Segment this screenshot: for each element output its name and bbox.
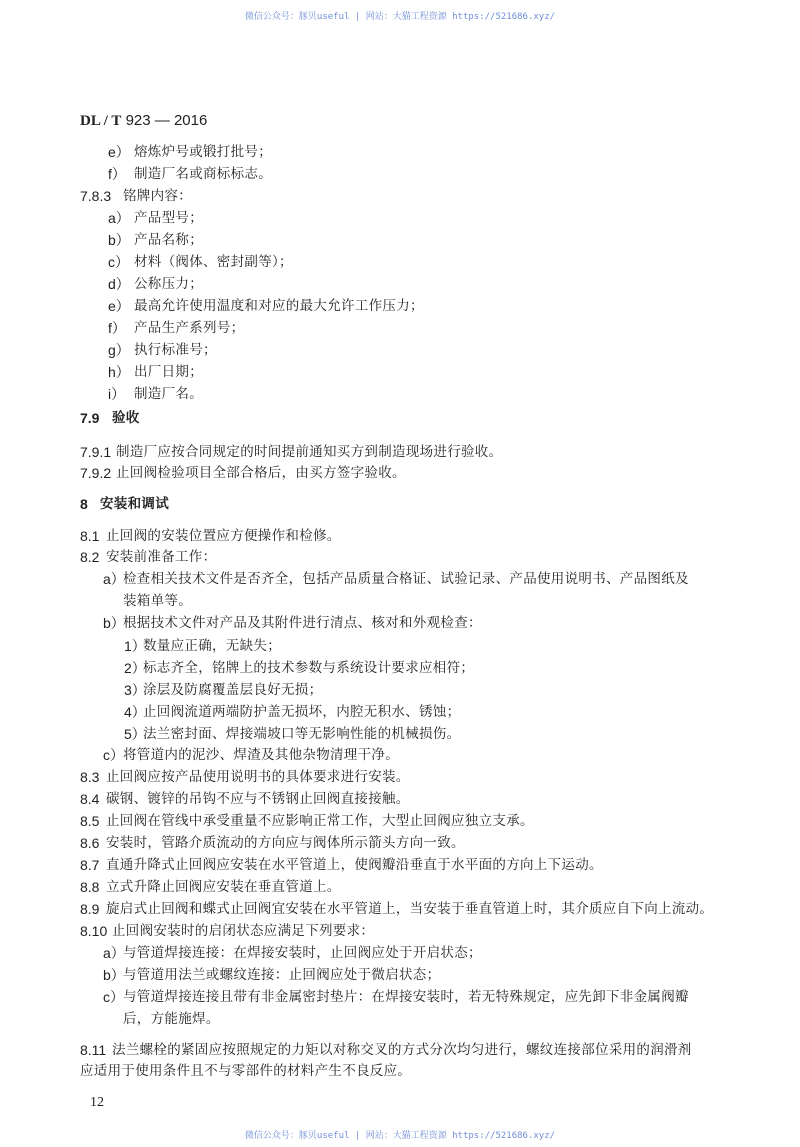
watermark-top: 微信公众号：豚贝useful | 网站：大猫工程资源 https://521686.xyz/ [244,12,556,22]
clause-number: 8.5 [80,813,100,829]
clause-number: a） [108,210,130,226]
clause-text: 熔炼炉号或锻打批号； [134,144,272,160]
clause-number: 2） [124,660,146,676]
clause-text: 与管道焊接连接：在焊接安装时，止回阀应处于开启状态； [123,945,482,961]
clause-number: b） [103,967,125,983]
clause-number: 7.8.3 [80,188,112,204]
document-id [80,112,207,130]
clause-number: a） [103,945,125,961]
clause-number: h） [108,364,130,380]
clause-number: 7.9.2 [80,465,112,481]
clause-text: 涂层及防腐覆盖层良好无损； [143,682,323,698]
clause-text: 检查相关技术文件是否齐全，包括产品质量合格证、试验记录、产品使用说明书、产品图纸及 [123,571,689,587]
clause-number: 8.2 [80,549,100,565]
clause-text: 止回阀在管线中承受重量不应影响正常工作，大型止回阀应独立支承。 [106,813,534,829]
clause-text: 碳钢、镀锌的吊钩不应与不锈钢止回阀直接接触。 [106,791,410,807]
clause-text: 最高允许使用温度和对应的最大允许工作压力； [134,298,424,314]
clause-number: f） [108,320,126,336]
section-heading: 安装和调试 [100,496,169,512]
clause-number: e） [108,298,130,314]
clause-text: 标志齐全，铭牌上的技术参数与系统设计要求应相符； [143,660,475,676]
clause-text: 止回阀检验项目全部合格后，由买方签字验收。 [116,465,406,481]
clause-number: d） [108,276,130,292]
clause-text: 制造厂应按合同规定的时间提前通知买方到制造现场进行验收。 [116,444,503,460]
clause-text: 立式升降止回阀应安装在垂直管道上。 [106,879,341,895]
clause-number: e） [108,144,130,160]
doc-number: 923 — 2016 [121,112,208,129]
clause-text: 数量应正确，无缺失； [143,638,281,654]
clause-text: 产品生产系列号； [134,320,245,336]
clause-number: 1） [124,638,146,654]
clause-number: 3） [124,682,146,698]
clause-text: 应适用于使用条件且不与零部件的材料产生不良反应。 [80,1063,412,1079]
clause-number: 8 [80,496,88,512]
section-heading: 验收 [112,410,140,426]
clause-number: f） [108,166,126,182]
clause-text: 材料（阀体、密封副等）； [134,254,293,270]
clause-text: 产品型号； [134,210,203,226]
clause-number: 8.11 [80,1042,107,1058]
clause-text: 直通升降式止回阀应安装在水平管道上，使阀瓣沿垂直于水平面的方向上下运动。 [106,857,603,873]
clause-text: 法兰螺栓的紧固应按照规定的力矩以对称交叉的方式分次均匀进行，螺纹连接部位采用的润滑剂 [112,1042,692,1058]
clause-text: 将管道内的泥沙、焊渣及其他杂物清理干净。 [123,747,399,763]
page-number: 12 [90,1095,104,1110]
clause-text: 产品名称； [134,232,203,248]
clause-number: c） [103,989,124,1005]
clause-text: 根据技术文件对产品及其附件进行清点、核对和外观检查： [123,615,482,631]
clause-text: 止回阀安装时的启闭状态应满足下列要求： [112,923,375,939]
clause-text: 安装时，管路介质流动的方向应与阀体所示箭头方向一致。 [106,835,465,851]
clause-number: 8.9 [80,901,100,917]
clause-text: 旋启式止回阀和蝶式止回阀宜安装在水平管道上，当安装于垂直管道上时，其介质应自下向上流动。 [106,901,714,917]
clause-number: 8.6 [80,835,100,851]
clause-number: 8.8 [80,879,100,895]
clause-text: 后，方能施焊。 [123,1011,220,1027]
clause-number: 7.9 [80,410,100,426]
clause-text: 法兰密封面、焊接端坡口等无影响性能的机械损伤。 [143,726,461,742]
clause-number: 4） [124,704,146,720]
clause-text: 制造厂名。 [134,386,203,402]
clause-text: 止回阀流道两端防护盖无损坏，内腔无积水、锈蚀； [143,704,461,720]
clause-text: 止回阀的安装位置应方便操作和检修。 [106,528,341,544]
clause-number: 7.9.1 [80,444,112,460]
clause-text: 公称压力； [134,276,203,292]
clause-text: 安装前准备工作： [106,549,217,565]
clause-text: 装箱单等。 [123,593,192,609]
clause-number: c） [103,747,124,763]
watermark-bottom: 微信公众号：豚贝useful | 网站：大猫工程资源 https://521686.xyz/ [244,1131,556,1141]
clause-number: 5） [124,726,146,742]
clause-number: b） [108,232,130,248]
clause-number: 8.1 [80,528,100,544]
clause-number: 8.4 [80,791,100,807]
clause-text: 出厂日期； [134,364,203,380]
clause-number: i） [108,386,126,402]
clause-text: 与管道用法兰或螺纹连接：止回阀应处于微启状态； [123,967,441,983]
clause-number: g） [108,342,130,358]
clause-number: a） [103,571,125,587]
clause-text: 止回阀应按产品使用说明书的具体要求进行安装。 [106,769,410,785]
clause-number: 8.10 [80,923,108,939]
clause-text: 铭牌内容： [123,188,192,204]
clause-text: 制造厂名或商标标志。 [134,166,272,182]
clause-number: 8.3 [80,769,100,785]
clause-number: 8.7 [80,857,100,873]
clause-number: c） [108,254,129,270]
clause-number: b） [103,615,125,631]
clause-text: 执行标准号； [134,342,217,358]
clause-text: 与管道焊接连接且带有非金属密封垫片：在焊接安装时，若无特殊规定，应先卸下非金属阀瓣 [123,989,689,1005]
doc-prefix: DL / T [80,113,122,129]
